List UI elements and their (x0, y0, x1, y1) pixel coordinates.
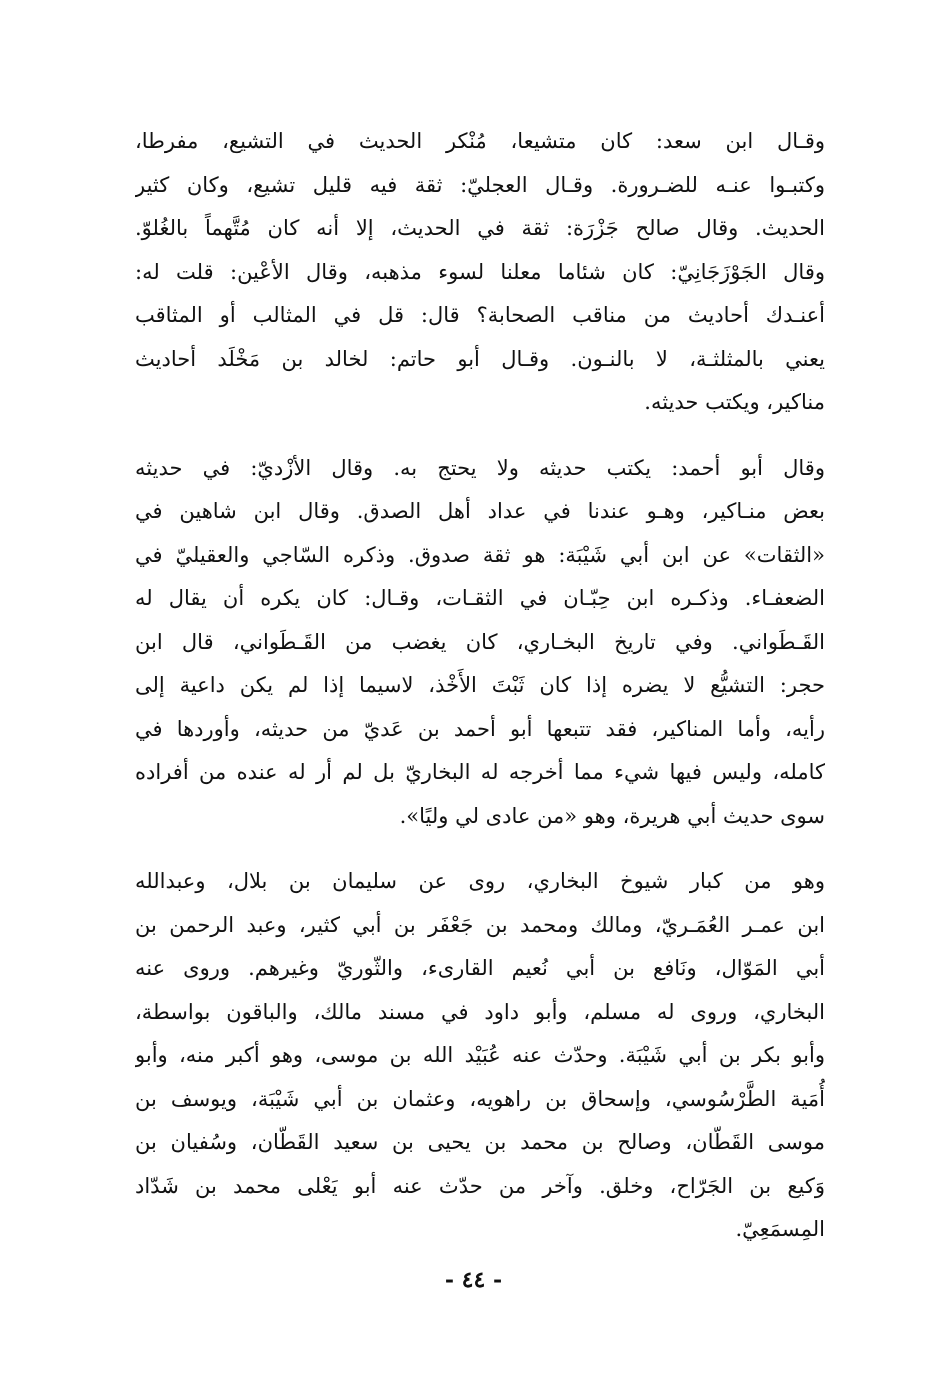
paragraph-spacer (135, 838, 825, 860)
text-line: المِسمَعِيّ. (735, 1217, 825, 1241)
paragraph-spacer (135, 425, 825, 447)
text-line: سوى حديث أبي هريرة، وهو «من عادى لي وليًا». (399, 803, 825, 828)
text-line: وأبو بكر بن أبي شَيْبَة. وحدّث عنه عُبَيْد الله بن موسى، وهو أكبر منه، وأبو (135, 1043, 825, 1067)
text-line: وقال الجَوْزَجَانِيّ: كان شئاما معلنا لسوء مذهبه، وقال الأعْين: قلت له: (135, 259, 825, 284)
text-line: «الثقات» عن ابن أبي شَيْبَة: هو ثقة صدوق. وذكره السّاجي والعقيليّ في (135, 542, 825, 567)
paragraph-3 (135, 860, 825, 1252)
text-line: البخاري، وروى له مسلم، وأبو داود في مسند مالك، والباقون بواسطة، (135, 999, 825, 1024)
text-line: موسى القَطّان، وصالح بن محمد بن يحيى بن سعيد القَطّان، وسُفيان بن (135, 1130, 825, 1154)
page-body (135, 120, 825, 1252)
paragraph-1 (135, 120, 825, 425)
text-line: يعني بالمثلثـة، لا بالنـون. وقـال أبو حاتم: لخالد بن مَخْلَد أحاديث (135, 346, 825, 371)
text-line: وكتبـوا عنـه للضـرورة. وقـال العجليّ: ثقة فيه قليل تشيع، وكان كثير (135, 172, 825, 197)
text-line: وقال أبو أحمد: يكتب حديثه ولا يحتج به. وقال الأزْديّ: في حديثه (135, 455, 825, 480)
text-line: وقـال ابن سعد: كان متشيعا، مُنْكر الحديث في التشيع، مفرطا، (135, 129, 825, 153)
text-line: كامله، وليس فيها شيء مما أخرجه له البخاريّ بل لم أر له عنده من أفراده (135, 760, 825, 784)
text-line: ابن عمـر العُمَـريّ، ومالك ومحمد بن جَعْفَر بن أبي كثير، وعبد الرحمن بن (135, 912, 825, 937)
text-line: القَـطَواني. وفي تاريخ البخـاري، كان يغضب من القَـطَواني، قال ابن (135, 629, 825, 654)
text-line: أُمَية الطَّرْسُوسي، وإسحاق بن راهويه، وعثمان بن أبي شَيْبَة، ويوسف بن (135, 1086, 825, 1111)
text-line: حجر: التشيُّع لا يضره إذا كان ثَبْتَ الأَخْذ، لاسيما إذا لم يكن داعية إلى (135, 673, 825, 697)
text-line: الضعفـاء. وذكـره ابن حِبّـان في الثقـات، وقـال: كان يكره أن يقال له (135, 586, 825, 610)
text-line: بعض منـاكير، وهـو عندنا في عداد أهل الصدق. وقال ابن شاهين في (135, 499, 825, 523)
page-number: - ٤٤ - (444, 1267, 503, 1293)
text-line: أبي المَوّال، ونَافع بن أبي نُعيم القارىء، والثّوريّ وغيرهم. وروى عنه (135, 956, 825, 980)
text-line: وَكيع بن الجَرّاح، وخلق. وآخر من حدّث عنه أبو يَعْلى محمد بن شَدّاد (135, 1173, 825, 1198)
text-line: الحديث. وقال صالح جَزْرَة: ثقة في الحديث، إلا أنه كان مُتَّهماً بالغُلوّ. (135, 216, 825, 240)
paragraph-2 (135, 447, 825, 839)
text-line: مناكير، ويكتب حديثه. (644, 390, 825, 414)
text-line: وهو من كبار شيوخ البخاري، روى عن سليمان بن بلال، وعبدالله (135, 869, 825, 893)
text-line: رأيه، وأما المناكير، فقد تتبعها أبو أحمد بن عَديّ من حديثه، وأوردها في (135, 716, 825, 741)
text-line: أعنـدك أحاديث من مناقب الصحابة؟ قال: قل في المثالب أو المثاقب (135, 303, 825, 327)
